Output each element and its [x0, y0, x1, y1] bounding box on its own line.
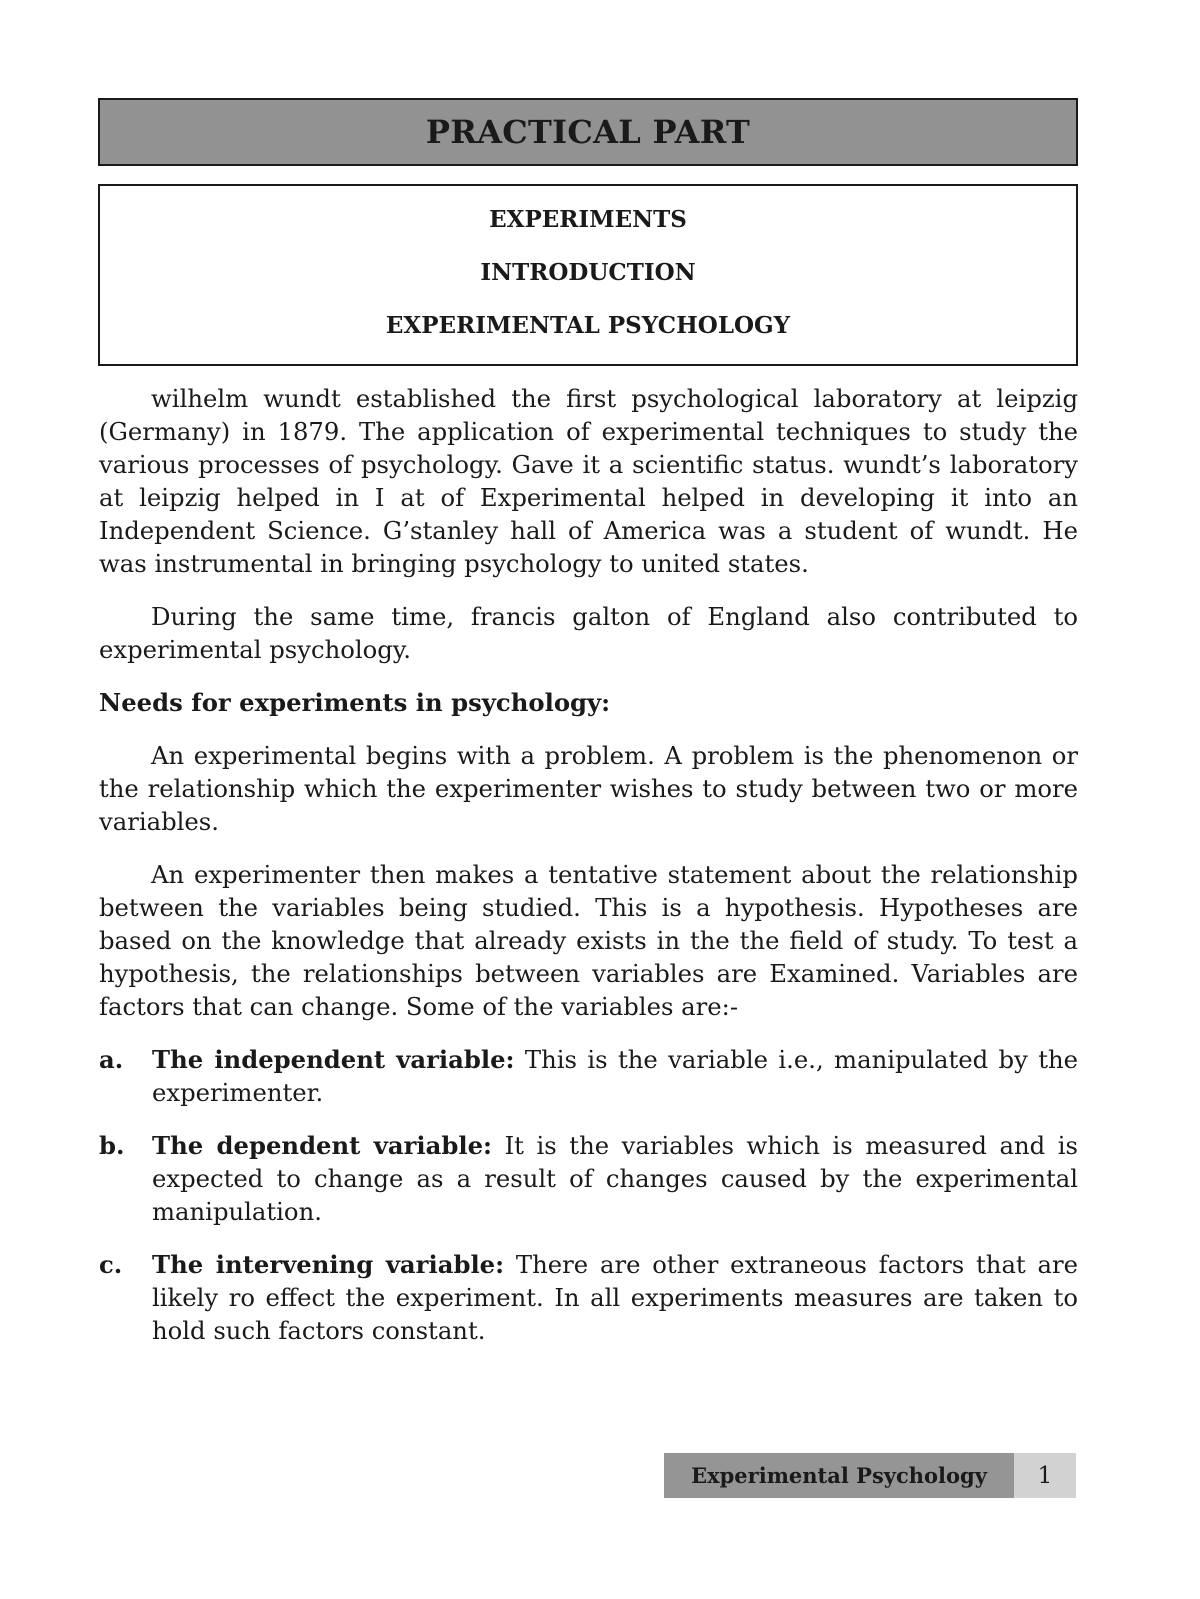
list-marker: b.: [99, 1131, 125, 1160]
list-item-dependent: [99, 1129, 1078, 1228]
list-text: There are other extraneous factors that are likely ro effect the experiment. In all experiments measures are taken to hold such factors constant.: [152, 1250, 1078, 1345]
list-item-intervening: [99, 1248, 1078, 1347]
page-footer: [664, 1453, 1076, 1498]
section-banner: [98, 98, 1078, 166]
page-number: 1: [1014, 1453, 1076, 1498]
needs-heading: Needs for experiments in psychology:: [99, 688, 611, 717]
paragraph-problem: An experimental begins with a problem. A problem is the phenomenon or the relationship which the experimenter wishes to study between two or more variables.: [99, 741, 1078, 836]
heading-experiments: EXPERIMENTS: [489, 206, 687, 233]
paragraph-hypothesis: An experimenter then makes a tentative statement about the relationship between the variables being studied. This is a hypothesis. Hypotheses are based on the knowledge that already exists in the the field of study. To test a hypothesis, the relationships between variables are Examined. Variables are factors that can change. Some of the variables are:-: [99, 860, 1078, 1021]
section-title: PRACTICAL PART: [425, 113, 751, 151]
heading-introduction: INTRODUCTION: [480, 259, 696, 286]
list-term: The independent variable:: [152, 1045, 515, 1074]
footer-title: Experimental Psychology: [664, 1453, 1014, 1498]
body-text: [99, 382, 1078, 1367]
list-marker: c.: [99, 1250, 123, 1279]
list-item-independent: [99, 1043, 1078, 1109]
list-term: The dependent variable:: [152, 1131, 492, 1160]
list-text: It is the variables which is measured and is expected to change as a result of changes caused by the experimental manipulation.: [152, 1131, 1078, 1226]
variables-list: [99, 1043, 1078, 1347]
chapter-heading-box: [98, 184, 1078, 366]
list-text: This is the variable i.e., manipulated by the experimenter.: [152, 1045, 1078, 1107]
list-marker: a.: [99, 1045, 124, 1074]
paragraph-galton: During the same time, francis galton of England also contributed to experimental psychology.: [99, 602, 1078, 664]
heading-experimental-psychology: EXPERIMENTAL PSYCHOLOGY: [385, 312, 791, 339]
list-term: The intervening variable:: [152, 1250, 505, 1279]
paragraph-wundt: wilhelm wundt established the first psychological laboratory at leipzig (Germany) in 1879. The application of experimental techniques to study the various processes of psychology. Gave it a scientific status. wundt’s laboratory at leipzig helped in I at of Experimental helped in developing it into an Independent Science. G’stanley hall of America was a student of wundt. He was instrumental in bringing psychology to united states.: [99, 384, 1078, 578]
